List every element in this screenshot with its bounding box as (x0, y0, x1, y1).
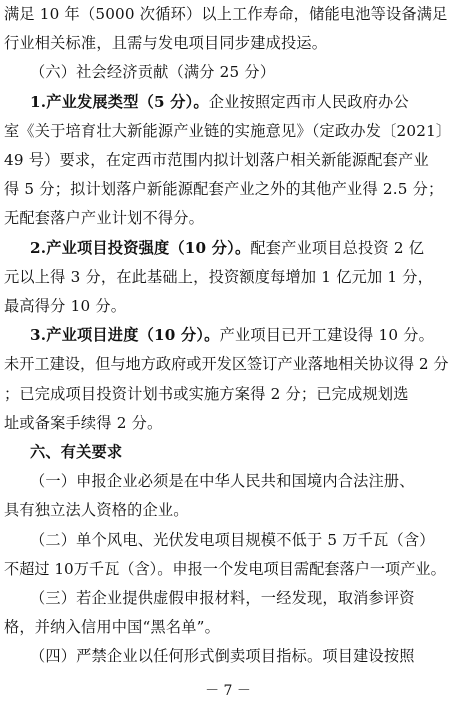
text-line (4, 296, 450, 316)
text-line (4, 354, 450, 374)
line-text: （三）若企业提供虚假申报材料，一经发现，取消参评资 (30, 589, 415, 607)
text-line (4, 238, 456, 258)
text-line (4, 4, 450, 24)
line-text: 最高得分 10 分。 (4, 297, 127, 315)
text-line (4, 150, 450, 170)
text-line (4, 92, 456, 112)
page-number: － 7 － (205, 683, 251, 699)
line-text: 元以上得 3 分，在此基础上，投资额度每增加 1 亿元加 1 分， (4, 267, 434, 286)
line-text: （二）单个风电、光伏发电项目规模不低于 5 万千瓦（含） (30, 530, 435, 549)
line-text: 产业项目已开工建设得 10 分。 (219, 326, 434, 345)
line-text: 满足 10 年（5000 次循环）以上工作寿命，储能电池等设备满足 (4, 5, 448, 23)
line-text: 址或备案手续得 2 分。 (4, 413, 163, 432)
text-line (4, 500, 450, 520)
line-text: （四）严禁企业以任何形式倒卖项目指标。项目建设按照 (30, 647, 415, 666)
line-text: 格，并纳入信用中国“黑名单”。 (4, 618, 220, 637)
line-text: （一）申报企业必须是在中华人民共和国境内合法注册、 (30, 472, 415, 491)
text-line (4, 325, 456, 345)
text-line (4, 33, 450, 53)
line-text: （六）社会经济贡献（满分 25 分） (30, 63, 276, 82)
text-line (4, 646, 456, 666)
text-line (4, 179, 450, 199)
line-text: 企业按照定西市人民政府办公 (208, 92, 409, 111)
text-line (4, 413, 450, 433)
item-heading: 3.产业项目进度（10 分）。 (30, 326, 220, 345)
text-line (4, 267, 450, 287)
section-heading (4, 62, 456, 82)
section-heading (4, 442, 456, 462)
line-text: 不超过 10万千瓦（含）。申报一个发电项目需配套落户一项产业。 (4, 559, 446, 578)
line-text: 六、有关要求 (30, 443, 123, 461)
text-line (4, 530, 456, 550)
item-heading: 1.产业发展类型（5 分）。 (30, 92, 209, 111)
line-text: 行业相关标准，且需与发电项目同步建成投运。 (4, 34, 328, 53)
text-line (4, 384, 450, 404)
text-line (4, 208, 450, 228)
text-line (4, 559, 450, 579)
line-text: 无配套落户产业计划不得分。 (4, 209, 205, 228)
item-heading: 2.产业项目投资强度（10 分）。 (30, 238, 251, 257)
line-text: 得 5 分；拟计划落户新能源配套产业之外的其他产业得 2.5 分； (4, 180, 444, 199)
line-text: 配套产业项目总投资 2 亿 (250, 238, 425, 257)
text-line (4, 588, 456, 608)
line-text: ；已完成项目投资计划书或实施方案得 2 分；已完成规划选 (4, 384, 409, 403)
line-text: 室《关于培育壮大新能源产业链的实施意见》（定政办发〔2021〕 (4, 121, 452, 140)
line-text: 具有独立法人资格的企业。 (4, 501, 189, 520)
line-text: 未开工建设，但与地方政府或开发区签订产业落地相关协议得 2 分 (4, 355, 449, 374)
line-text: 49 号）要求，在定西市范围内拟计划落户相关新能源配套产业 (4, 151, 429, 169)
text-line (4, 121, 450, 141)
text-line (4, 617, 450, 637)
text-line (4, 471, 456, 491)
